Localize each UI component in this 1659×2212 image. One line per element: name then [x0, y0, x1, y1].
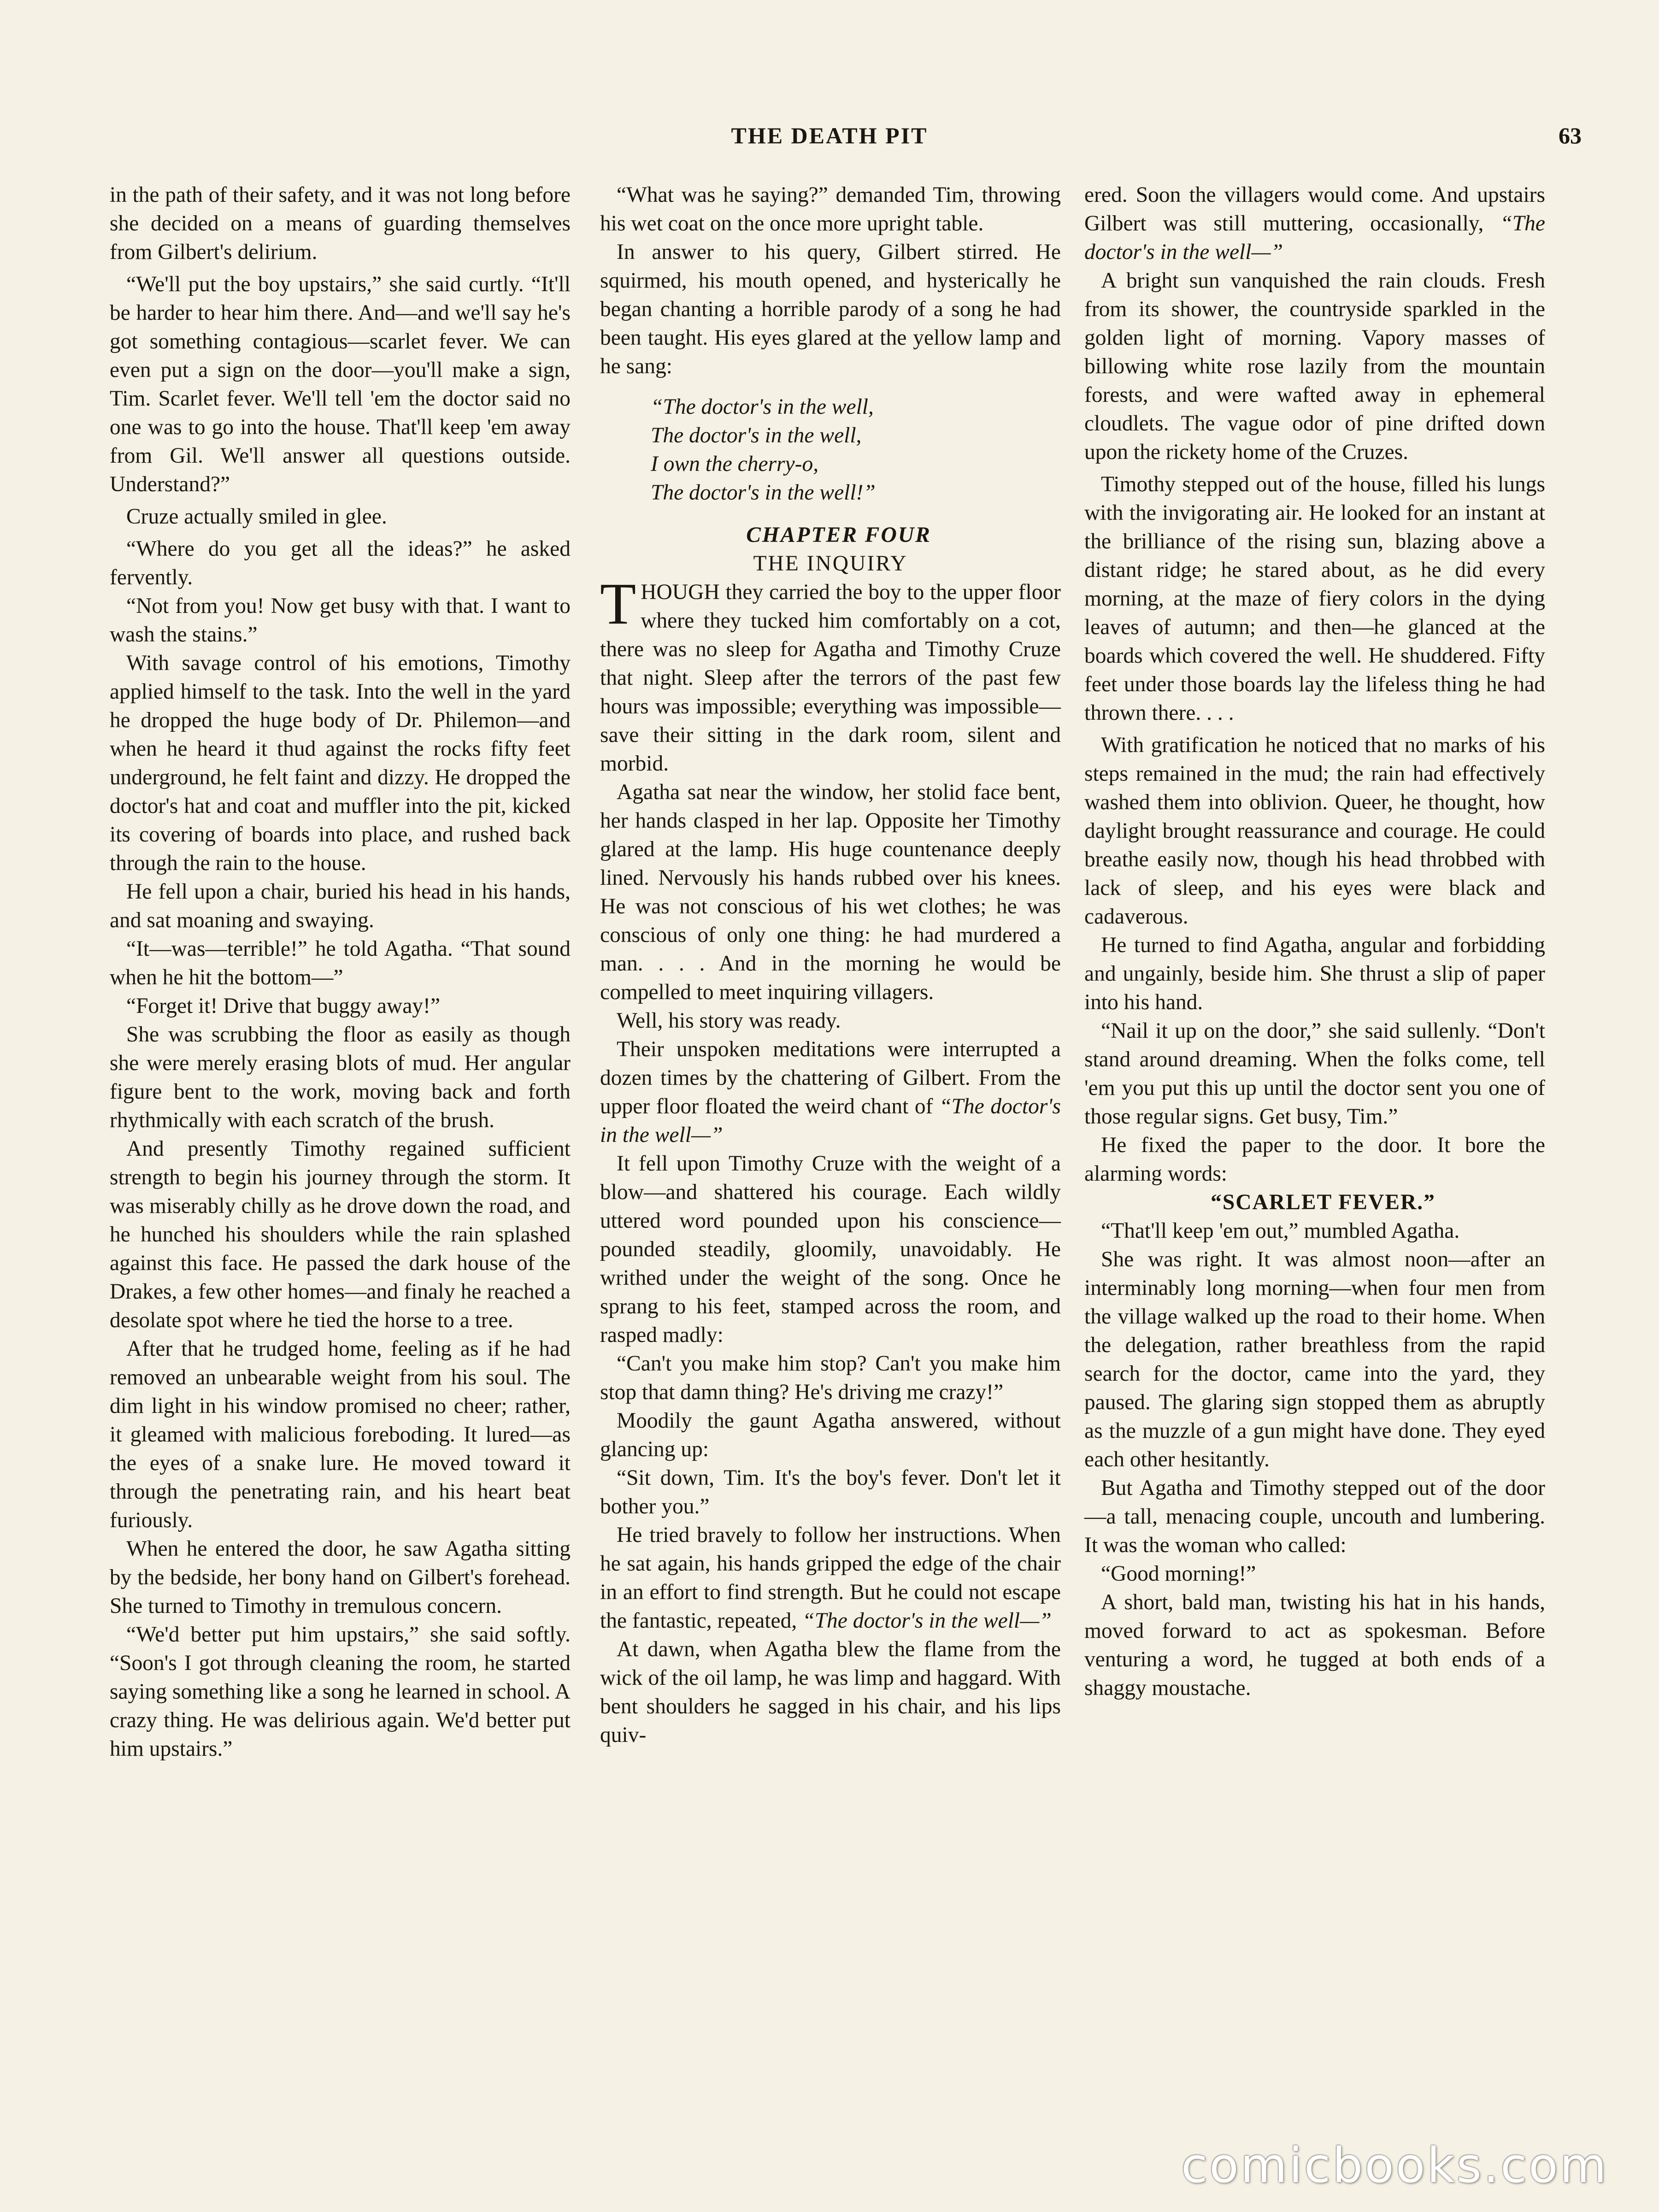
paragraph: She was right. It was almost noon—after an interminably long morning—when four men from the village walked up the road to their home. When the delegation, rather breathless from the rapid search for the doctor, came into the yard, they paused. The glaring sign stopped them as abruptly as the muzzle of a gun might have done. They eyed each other hesitantly. — [1084, 1247, 1545, 1471]
paragraph: A short, bald man, twisting his hat in his hands, moved forward to act as spokesman. Before venturing a word, he tugged at both ends of a shaggy moustache. — [1084, 1590, 1545, 1700]
paragraph: He turned to find Agatha, angular and forbidding and ungainly, beside him. She thrust a slip of paper into his hand. — [1084, 933, 1545, 1014]
text-column-1 — [110, 181, 571, 1763]
paragraph: Timothy stepped out of the house, filled his lungs with the invigorating air. He looked for an instant at the brilliance of the rising sun, blazing above a distant ridge; he stared about, as he did every morning, at the maze of fiery colors in the dying leaves of autumn; and then—he glanced at the boards which covered the well. He shuddered. Fifty feet under those boards lay the lifeless thing he had thrown there. . . . — [1084, 472, 1545, 725]
text-column-2 — [600, 181, 1061, 1749]
paragraph: “It—was—terrible!” he told Agatha. “That sound when he hit the bottom—” — [110, 937, 571, 989]
paragraph-text: HOUGH they carried the boy to the upper floor where they tucked him comfortably on a cot, there was no sleep for Agatha and Timothy Cruze that night. Sleep after the terrors of the past few hours was impossible; everything was impossible—save their sitting in the dark room, silent and morbid. — [600, 580, 1061, 776]
italic-quote: “The doctor's in the well—” — [600, 1094, 1061, 1147]
paragraph-text: ered. Soon the villagers would come. And upstairs Gilbert was still muttering, occasionally, — [1084, 183, 1545, 235]
paragraph: After that he trudged home, feeling as if he had removed an unbearable weight from his soul. The dim light in his window promised no cheer; rather, it gleamed with malicious foreboding. It lured—as the eyes of a snake lure. He moved toward it through the penetrating rain, and his heart beat furiously. — [110, 1337, 571, 1532]
italic-quote: “The doctor's in the well—” — [1084, 212, 1545, 264]
paragraph: “That'll keep 'em out,” mumbled Agatha. — [1101, 1219, 1460, 1243]
verse-line: The doctor's in the well, — [651, 424, 862, 447]
paragraph: “We'd better put him upstairs,” she said softly. “Soon's I got through cleaning the room, he started saying something like a song he learned in school. A crazy thing. He was delirious again. We'd better put him upstairs.” — [110, 1623, 571, 1761]
paragraph: “Can't you make him stop? Can't you make him stop that damn thing? He's driving me crazy!” — [600, 1352, 1061, 1404]
paragraph: And presently Timothy regained sufficient strength to begin his journey through the storm. It was miserably chilly as he drove down the road, and he hunched his shoulders while the rain splashed against this face. He passed the dark house of the Drakes, a few other homes—and finaly he reached a desolate spot where he tied the horse to a tree. — [110, 1137, 571, 1332]
verse-line: I own the cherry-o, — [651, 452, 819, 476]
paragraph-text: He tried bravely to follow her instructions. When he sat again, his hands gripped the edge of the chair in an effort to find strength. But he could not escape the fantastic, repeated, — [600, 1523, 1061, 1633]
paragraph: At dawn, when Agatha blew the flame from the wick of the oil lamp, he was limp and haggard. With bent shoulders he sagged in his chair, and his lips quiv- — [600, 1637, 1061, 1747]
paragraph: Well, his story was ready. — [617, 1009, 841, 1033]
paragraph: She was scrubbing the floor as easily as though she were merely erasing blots of mud. Her angular figure bent to the work, moving back and forth rhythmically with each scratch of the brush. — [110, 1023, 571, 1132]
song-verse — [651, 393, 1061, 507]
running-title: THE DEATH PIT — [731, 123, 928, 148]
paragraph: “Not from you! Now get busy with that. I want to wash the stains.” — [110, 594, 571, 647]
paragraph: With savage control of his emotions, Timothy applied himself to the task. Into the well in the yard he dropped the huge body of Dr. Philemon—and when he heard it thud against the rocks fifty feet underground, he felt faint and dizzy. He dropped the doctor's hat and coat and muffler into the pit, kicked its covering of boards into place, and rushed back through the rain to the house. — [110, 651, 571, 875]
paragraph: Agatha sat near the window, her stolid face bent, her hands clasped in her lap. Opposite her Timothy glared at the lamp. His huge countenance deeply lined. Nervously his hands rubbed over his knees. He was not conscious of his wet clothes; he was conscious of only one thing: he had murdered a man. . . . And in the morning he would be compelled to meet inquiring villagers. — [600, 780, 1061, 1004]
paragraph-dropcap — [600, 571, 1061, 778]
paragraph: “Where do you get all the ideas?” he asked fervently. — [110, 537, 571, 589]
paragraph — [1084, 181, 1545, 266]
verse-line: The doctor's in the well!” — [651, 481, 876, 505]
paragraph: With gratification he noticed that no marks of his steps remained in the mud; the rain had effectively washed them into oblivion. Queer, he thought, how daylight brought reassurance and courage. He could breathe easily now, though his head throbbed with lack of sleep, and his eyes were black and cadaverous. — [1084, 733, 1545, 929]
paragraph: “Good morning!” — [1101, 1562, 1256, 1586]
paragraph: When he entered the door, he saw Agatha sitting by the bedside, her bony hand on Gilbert's forehead. She turned to Timothy in tremulous concern. — [110, 1537, 571, 1618]
paragraph: “Forget it! Drive that buggy away!” — [126, 994, 441, 1018]
sign-text: “SCARLET FEVER.” — [1211, 1190, 1435, 1214]
paragraph — [600, 1521, 1061, 1635]
page-number: 63 — [1559, 123, 1582, 148]
paragraph: “Nail it up on the door,” she said sullenly. “Don't stand around dreaming. When the folks come, tell 'em you put this up until the doctor sent you one of those regular signs. Get busy, Tim.” — [1084, 1019, 1545, 1129]
chapter-title: CHAPTER FOUR — [746, 523, 931, 547]
italic-quote: “The doctor's in the well—” — [802, 1609, 1052, 1633]
paragraph: “We'll put the boy upstairs,” she said curtly. “It'll be harder to hear him there. And—and we'll say he's got something contagious—scarlet fever. We can even put a sign on the door—you'll make a sign, Tim. Scarlet fever. We'll tell 'em the doctor said no one was to go into the house. That'll keep 'em away from Gil. We'll answer all questions outside. Understand?” — [110, 272, 571, 496]
paragraph — [600, 1035, 1061, 1149]
paragraph: It fell upon Timothy Cruze with the weight of a blow—and shattered his courage. Each wildly uttered word pounded upon his conscience—pounded steadily, gloomily, unavoidably. He writhed under the weight of the song. Once he sprang to his feet, stamped across the room, and rasped madly: — [600, 1152, 1061, 1347]
paragraph: A bright sun vanquished the rain clouds. Fresh from its shower, the countryside sparkled in the golden light of morning. Vapory masses of billowing white rose lazily from the mountain forests, and were wafted away in ephemeral cloudlets. The vague odor of pine drifted down upon the rickety home of the Cruzes. — [1084, 269, 1545, 464]
watermark: comicbooks.com — [1181, 2137, 1608, 2194]
paragraph: He fell upon a chair, buried his head in his hands, and sat moaning and swaying. — [110, 880, 571, 932]
chapter-subtitle: THE INQUIRY — [753, 552, 908, 576]
paragraph: in the path of their safety, and it was not long before she decided on a means of guarding themselves from Gilbert's delirium. — [110, 183, 571, 264]
paragraph: “Sit down, Tim. It's the boy's fever. Don't let it bother you.” — [600, 1466, 1061, 1518]
paragraph: “What was he saying?” demanded Tim, throwing his wet coat on the once more upright table. — [600, 183, 1061, 235]
paragraph: Moodily the gaunt Agatha answered, without glancing up: — [600, 1409, 1061, 1461]
paragraph: In answer to his query, Gilbert stirred. He squirmed, his mouth opened, and hysterically he began chanting a horrible parody of a song he had been taught. His eyes glared at the yellow lamp and he sang: — [600, 240, 1061, 378]
page-header — [0, 122, 1659, 154]
paragraph: Cruze actually smiled in glee. — [126, 505, 387, 529]
text-column-3 — [1084, 181, 1545, 1702]
paragraph-text: Their unspoken meditations were interrupted a dozen times by the chattering of Gilbert. From the upper floor floated the weird chant of — [600, 1037, 1061, 1118]
verse-line: “The doctor's in the well, — [651, 395, 874, 419]
paragraph: But Agatha and Timothy stepped out of the door—a tall, menacing couple, uncouth and lumbering. It was the woman who called: — [1084, 1476, 1545, 1557]
paragraph: He fixed the paper to the door. It bore the alarming words: — [1084, 1133, 1545, 1186]
drop-cap: T — [600, 571, 636, 636]
